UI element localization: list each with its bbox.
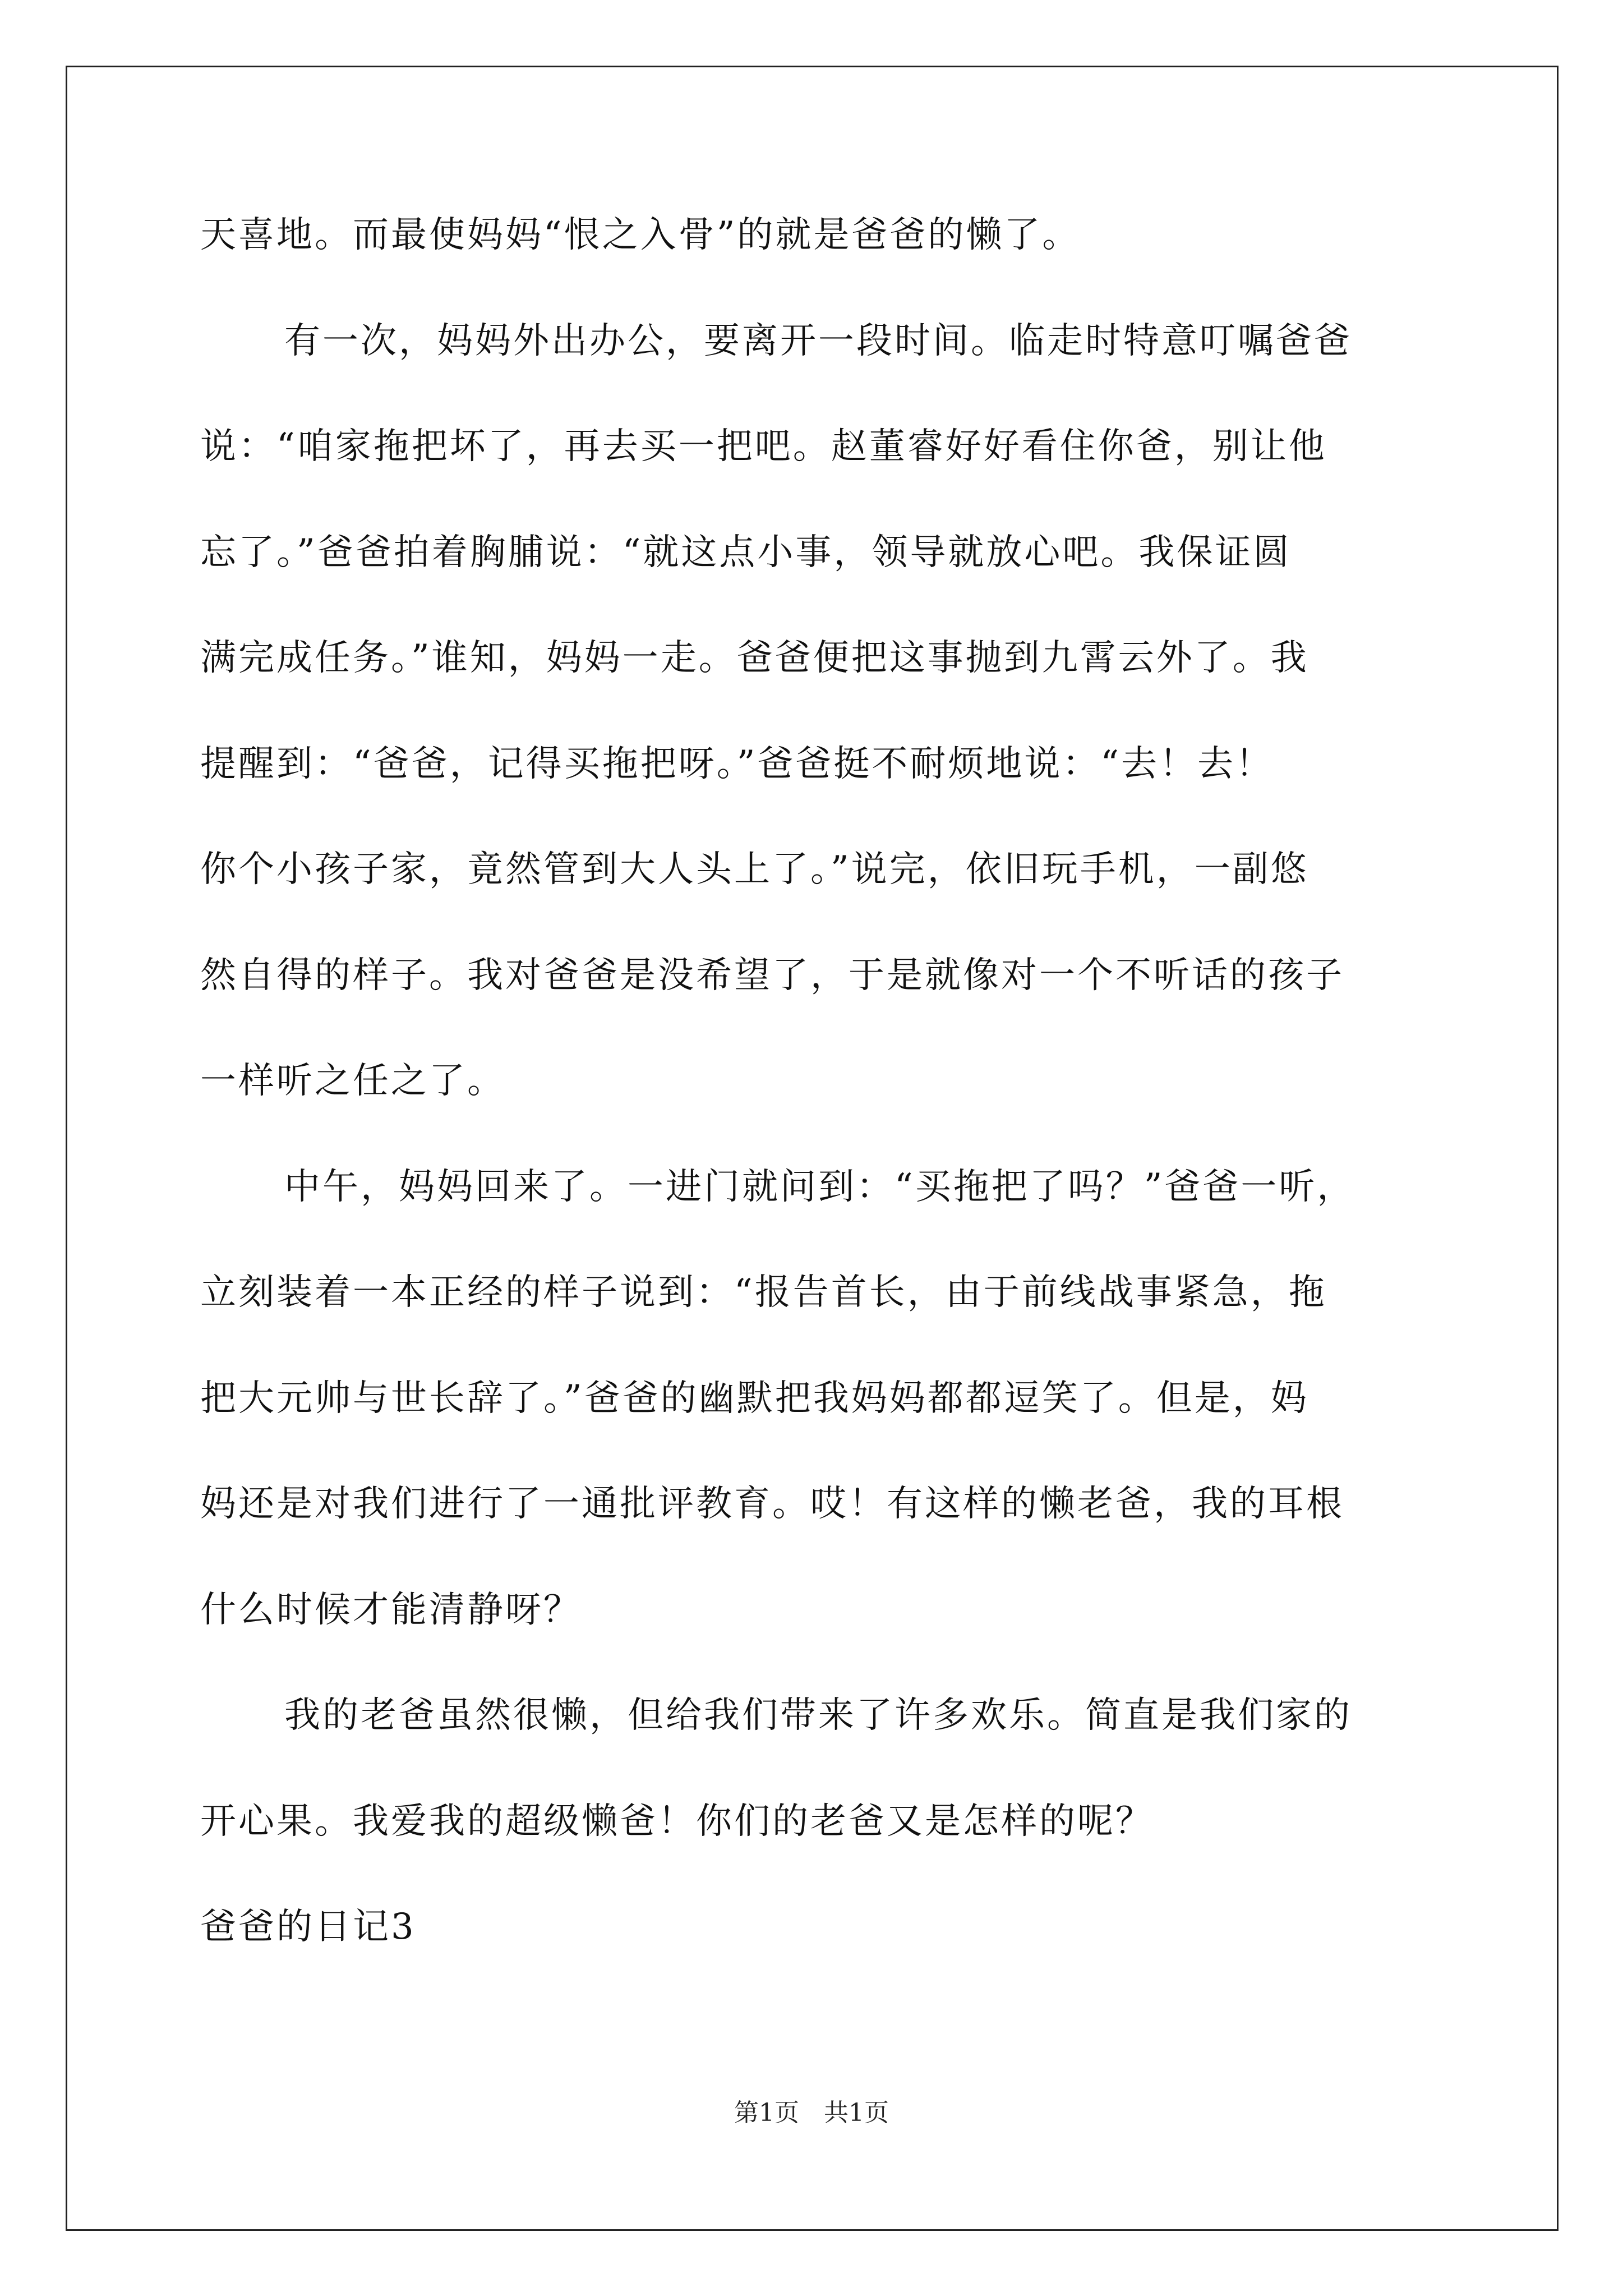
body-line-6: 提醒到：“爸爸，记得买拖把呀。”爸爸挺不耐烦地说：“去！去！	[200, 743, 1274, 785]
body-line-16: 开心果。我爱我的超级懒爸！你们的老爸又是怎样的呢？	[200, 1800, 1154, 1842]
body-line-8: 然自得的样子。我对爸爸是没希望了，于是就像对一个不听话的孩子	[200, 954, 1344, 996]
page-footer: 第1页 共1页	[734, 2099, 889, 2127]
body-line-14: 什么时候才能清静呀？	[200, 1589, 582, 1631]
body-line-1: 天喜地。而最使妈妈“恨之入骨”的就是爸爸的懒了。	[200, 214, 1081, 256]
body-line-3: 说：“咱家拖把坏了，再去买一把吧。赵董睿好好看住你爸，别让他	[200, 426, 1327, 467]
body-line-11: 立刻装着一本正经的样子说到：“报告首长，由于前线战事紧急，拖	[200, 1272, 1327, 1313]
section-title: 爸爸的日记3	[200, 1906, 416, 1948]
body-line-15: 我的老爸虽然很懒，但给我们带来了许多欢乐。简直是我们家的	[284, 1695, 1352, 1736]
body-line-13: 妈还是对我们进行了一通批评教育。哎！有这样的懒老爸，我的耳根	[200, 1483, 1344, 1525]
body-line-9: 一样听之任之了。	[200, 1060, 505, 1102]
body-line-12: 把大元帅与世长辞了。”爸爸的幽默把我妈妈都都逗笑了。但是，妈	[200, 1377, 1309, 1419]
body-line-7: 你个小孩子家，竟然管到大人头上了。”说完，依旧玩手机，一副悠	[200, 849, 1309, 890]
document-body	[200, 182, 1434, 1980]
body-line-4: 忘了。”爸爸拍着胸脯说：“就这点小事，领导就放心吧。我保证圆	[200, 531, 1292, 573]
body-line-10: 中午，妈妈回来了。一进门就问到：“买拖把了吗？”爸爸一听，	[284, 1166, 1355, 1208]
body-line-5: 满完成任务。”谁知，妈妈一走。爸爸便把这事抛到九霄云外了。我	[200, 637, 1309, 679]
body-line-2: 有一次，妈妈外出办公，要离开一段时间。临走时特意叮嘱爸爸	[284, 320, 1352, 362]
